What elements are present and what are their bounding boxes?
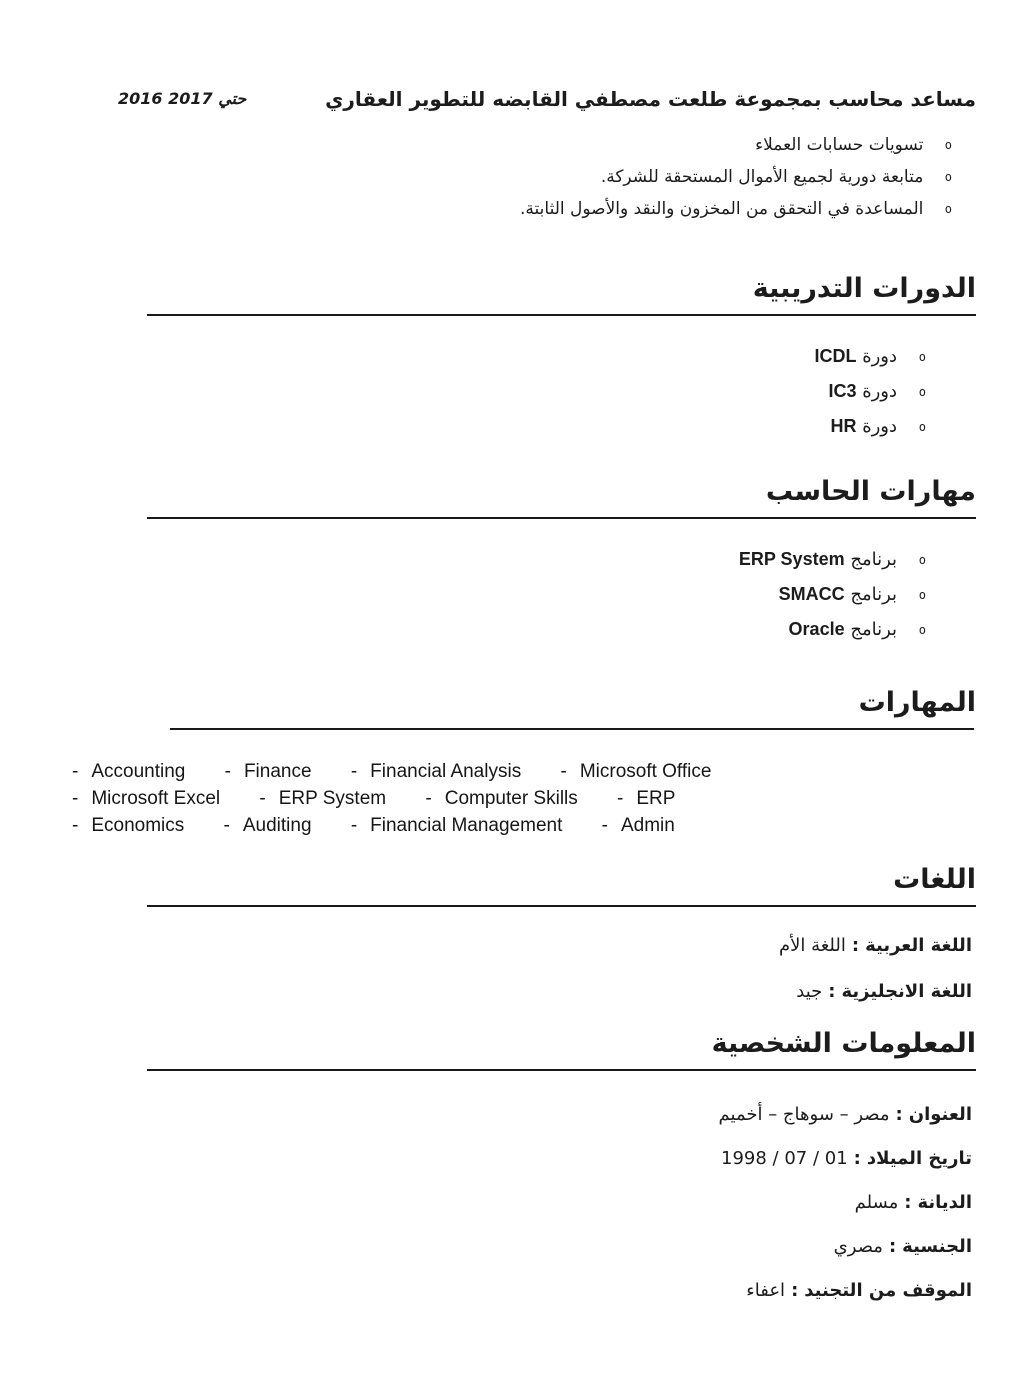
dash-bullet-icon: - (350, 761, 358, 782)
colon-separator: : (888, 1236, 897, 1257)
dash-bullet-icon: - (560, 761, 567, 782)
dash-bullet-icon: - (601, 815, 608, 836)
skill-item (225, 758, 312, 785)
section-heading-personal-info: المعلومات الشخصية (711, 1028, 976, 1059)
dash-bullet-icon: - (72, 815, 79, 836)
language-level: اللغة الأم (778, 935, 846, 956)
courses-list (50, 340, 976, 445)
skill-item (224, 812, 312, 839)
language-name: اللغة العربية (865, 935, 972, 956)
circle-bullet-icon: o (944, 138, 952, 152)
colon-separator: : (895, 1104, 903, 1125)
experience-title: مساعد محاسب بمجموعة طلعت مصطفي القابضه للتطوير العقاري (325, 87, 976, 111)
skill-item (72, 758, 185, 785)
skill-text: Financial Analysis (370, 761, 522, 782)
program-name: ERP System (738, 549, 845, 569)
list-item (50, 969, 972, 1015)
colon-separator: : (791, 1280, 799, 1301)
skill-text: Economics (91, 815, 185, 836)
skill-item (351, 758, 521, 785)
section-heading-languages: اللغات (893, 864, 976, 895)
course-name: IC3 (828, 381, 857, 401)
dash-bullet-icon: - (259, 788, 266, 809)
experience-header (50, 86, 976, 112)
skill-text: Microsoft Office (579, 761, 712, 782)
skill-text: Admin (620, 815, 675, 836)
skills-row (72, 785, 976, 812)
languages-list (50, 923, 976, 1015)
personal-field-label: الجنسية (902, 1236, 972, 1257)
section-divider (170, 728, 974, 730)
circle-bullet-icon: o (918, 350, 926, 364)
section-divider (147, 517, 976, 519)
list-item (50, 162, 952, 194)
list-item (50, 543, 926, 578)
skill-item (602, 812, 675, 839)
duty-text: المساعدة في التحقق من المخزون والنقد والأصول الثابتة. (520, 199, 924, 219)
skill-item (72, 812, 184, 839)
skill-text: ERP (636, 788, 676, 809)
programs-list (50, 543, 976, 648)
course-prefix: دورة (862, 416, 898, 437)
section-divider (147, 905, 976, 907)
colon-separator: : (828, 981, 836, 1002)
skill-item (617, 785, 675, 812)
duty-text: متابعة دورية لجميع الأموال المستحقة للشركة. (600, 167, 924, 187)
personal-field-value: اعفاء (746, 1280, 786, 1301)
skill-item (72, 785, 220, 812)
personal-field-value: 01 / 07 / 1998 (721, 1148, 848, 1169)
skill-text: Auditing (242, 815, 312, 836)
list-item (50, 130, 952, 162)
colon-separator: : (904, 1192, 912, 1213)
language-level: جيد (796, 981, 823, 1002)
list-item (50, 1093, 972, 1137)
dash-bullet-icon: - (224, 761, 231, 782)
list-item (50, 1269, 972, 1313)
dash-bullet-icon: - (72, 761, 79, 782)
dash-bullet-icon: - (425, 788, 432, 809)
skills-row (72, 758, 976, 785)
skills-list (50, 758, 976, 839)
dash-bullet-icon: - (350, 815, 358, 836)
section-divider (147, 1069, 976, 1071)
circle-bullet-icon: o (918, 623, 926, 637)
circle-bullet-icon: o (918, 553, 926, 567)
list-item (50, 194, 952, 226)
section-languages (50, 861, 976, 1015)
skill-text: Finance (243, 761, 312, 782)
program-name: SMACC (778, 584, 845, 604)
section-divider (147, 314, 976, 316)
personal-field-label: الديانة (917, 1192, 972, 1213)
list-item (50, 578, 926, 613)
list-item (50, 1137, 972, 1181)
course-prefix: دورة (862, 346, 898, 367)
colon-separator: : (851, 935, 860, 956)
colon-separator: : (853, 1148, 861, 1169)
list-item (50, 410, 926, 445)
list-item (50, 1181, 972, 1225)
personal-field-value: مصري (833, 1236, 883, 1257)
section-training-courses (50, 270, 976, 445)
dash-bullet-icon: - (223, 815, 230, 836)
language-name: اللغة الانجليزية (841, 981, 972, 1002)
personal-field-value: مصر – سوهاج – أخميم (718, 1104, 890, 1125)
skill-item (425, 785, 577, 812)
personal-field-label: العنوان (908, 1104, 972, 1125)
section-personal-info (50, 1025, 976, 1313)
section-heading-computer-skills: مهارات الحاسب (765, 476, 976, 507)
dash-bullet-icon: - (72, 788, 79, 809)
skills-row (72, 812, 976, 839)
skill-text: ERP System (278, 788, 387, 809)
skill-text: Financial Management (370, 815, 563, 836)
personal-info-list (50, 1093, 976, 1313)
personal-field-value: مسلم (854, 1192, 899, 1213)
course-name: HR (830, 416, 857, 436)
experience-dates: 2016 حتي 2017 (118, 89, 247, 108)
duty-text: تسويات حسابات العملاء (755, 135, 924, 155)
course-prefix: دورة (862, 381, 898, 402)
section-heading-courses: الدورات التدريبية (752, 273, 976, 304)
experience-duties-list (50, 130, 976, 226)
program-name: Oracle (788, 619, 845, 639)
section-heading-skills: المهارات (858, 687, 976, 718)
program-prefix: برنامج (850, 584, 898, 605)
skill-text: Accounting (91, 761, 186, 782)
skill-text: Computer Skills (444, 788, 578, 809)
course-name: ICDL (814, 346, 857, 366)
circle-bullet-icon: o (918, 385, 926, 399)
skill-item (259, 785, 386, 812)
personal-field-label: تاريخ الميلاد (866, 1148, 972, 1169)
program-prefix: برنامج (850, 619, 898, 640)
section-computer-skills (50, 473, 976, 648)
personal-field-label: الموقف من التجنيد (804, 1280, 972, 1301)
circle-bullet-icon: o (944, 202, 952, 216)
circle-bullet-icon: o (918, 420, 926, 434)
skill-text: Microsoft Excel (91, 788, 221, 809)
circle-bullet-icon: o (944, 170, 952, 184)
circle-bullet-icon: o (918, 588, 926, 602)
section-skills (50, 684, 976, 839)
list-item (50, 375, 926, 410)
dash-bullet-icon: - (617, 788, 624, 809)
list-item (50, 613, 926, 648)
skill-item (560, 758, 711, 785)
skill-item (351, 812, 563, 839)
program-prefix: برنامج (850, 549, 898, 570)
list-item (50, 923, 972, 969)
list-item (50, 340, 926, 375)
list-item (50, 1225, 972, 1269)
